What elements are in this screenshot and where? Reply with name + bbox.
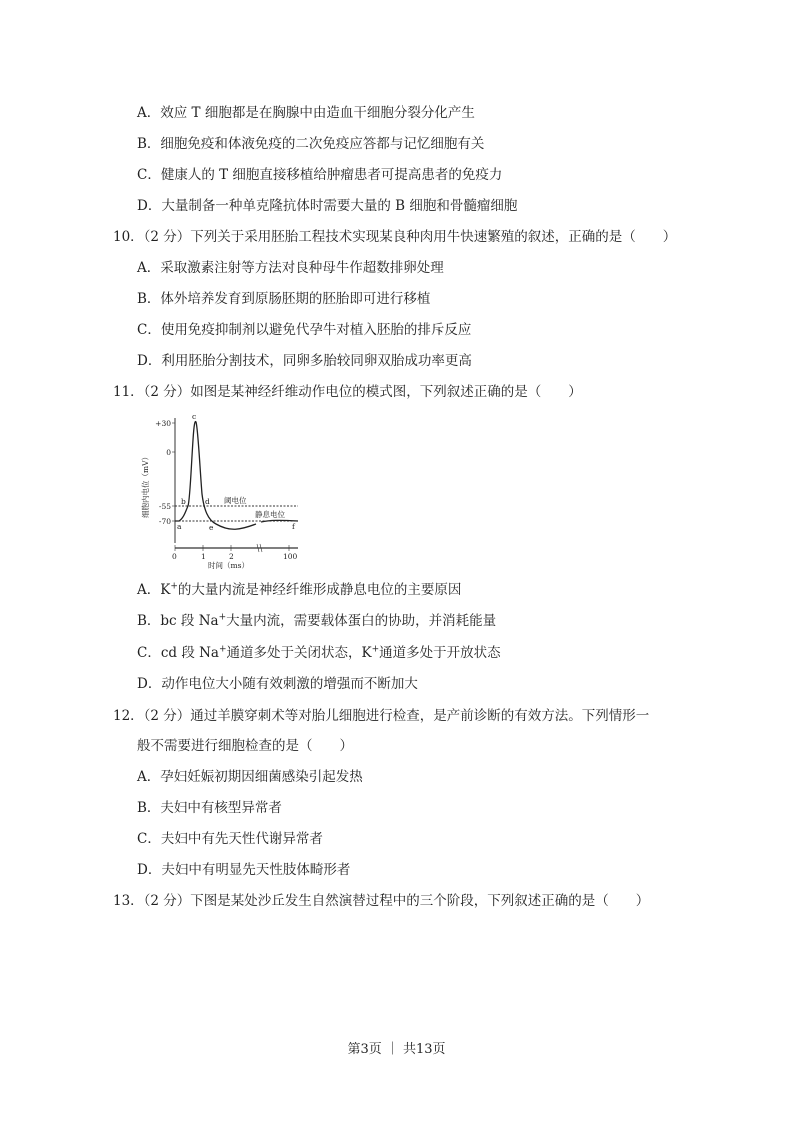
- x-axis-label: 时间（ms）: [208, 561, 249, 570]
- xtick-1: 1: [201, 552, 206, 561]
- point-f: f: [292, 522, 295, 531]
- q9-option-d: D．大量制备一种单克隆抗体时需要大量的 B 细胞和骨髓瘤细胞: [137, 198, 518, 214]
- q11-option-c: C．cd 段 Na+通道多处于关闭状态，K+通道多处于开放状态: [137, 644, 501, 661]
- ytick-55: -55: [158, 502, 171, 511]
- ytick-70: -70: [158, 517, 171, 526]
- q13-stem: 13．（2 分）下图是某处沙丘发生自然演替过程中的三个阶段，下列叙述正确的是（ ）: [113, 893, 650, 909]
- page-footer: 第3页 ｜ 共13页: [347, 1042, 446, 1057]
- q9-option-a: A．效应 T 细胞都是在胸腺中由造血干细胞分裂分化产生: [137, 105, 475, 121]
- q12-stem-line2: 般不需要进行细胞检查的是（ ）: [137, 738, 353, 754]
- resting-label: 静息电位: [255, 510, 285, 519]
- q9-option-b: B．细胞免疫和体液免疫的二次免疫应答都与记忆细胞有关: [137, 136, 485, 152]
- q10-stem: 10．（2 分）下列关于采用胚胎工程技术实现某良种肉用牛快速繁殖的叙述，正确的是（ ）: [113, 229, 677, 245]
- q10-option-a: A．采取激素注射等方法对良种母牛作超数排卵处理: [137, 260, 444, 276]
- q12-option-b: B．夫妇中有核型异常者: [137, 800, 282, 816]
- point-b: b: [181, 497, 186, 506]
- q12-option-d: D．夫妇中有明显先天性肢体畸形者: [137, 862, 351, 878]
- q12-option-c: C．夫妇中有先天性代谢异常者: [137, 831, 323, 847]
- xtick-2: 2: [229, 552, 234, 561]
- q9-option-c: C．健康人的 T 细胞直接移植给肿瘤患者可提高患者的免疫力: [137, 167, 503, 183]
- q11-option-d: D．动作电位大小随有效刺激的增强而不断加大: [137, 676, 418, 692]
- q11-option-a: A．K+的大量内流是神经纤维形成静息电位的主要原因: [137, 581, 462, 598]
- point-c: c: [192, 412, 197, 421]
- ytick-30: +30: [155, 419, 171, 428]
- xtick-0: 0: [172, 552, 177, 561]
- xtick-100: 100: [283, 552, 298, 561]
- q12-stem-line1: 12．（2 分）通过羊膜穿刺术等对胎儿细胞进行检查，是产前诊断的有效方法。下列情形一: [113, 708, 650, 724]
- q10-option-b: B．体外培养发育到原肠胚期的胚胎即可进行移植: [137, 291, 431, 307]
- point-d: d: [205, 497, 210, 506]
- action-potential-figure: [140, 410, 310, 570]
- point-a: a: [177, 522, 182, 531]
- q11-stem: 11．（2 分）如图是某神经纤维动作电位的模式图，下列叙述正确的是（ ）: [113, 384, 582, 400]
- point-e: e: [209, 523, 214, 532]
- q10-option-d: D．利用胚胎分割技术，同卵多胎较同卵双胎成功率更高: [137, 353, 472, 369]
- ytick-0: 0: [166, 448, 171, 457]
- y-axis-label: 细胞内电位（mV）: [141, 452, 150, 518]
- q11-option-b: B．bc 段 Na+大量内流，需要载体蛋白的协助，并消耗能量: [137, 612, 497, 629]
- q12-option-a: A．孕妇妊娠初期因细菌感染引起发热: [137, 769, 363, 785]
- threshold-label: 阈电位: [224, 496, 247, 505]
- q10-option-c: C．使用免疫抑制剂以避免代孕牛对植入胚胎的排斥反应: [137, 322, 472, 338]
